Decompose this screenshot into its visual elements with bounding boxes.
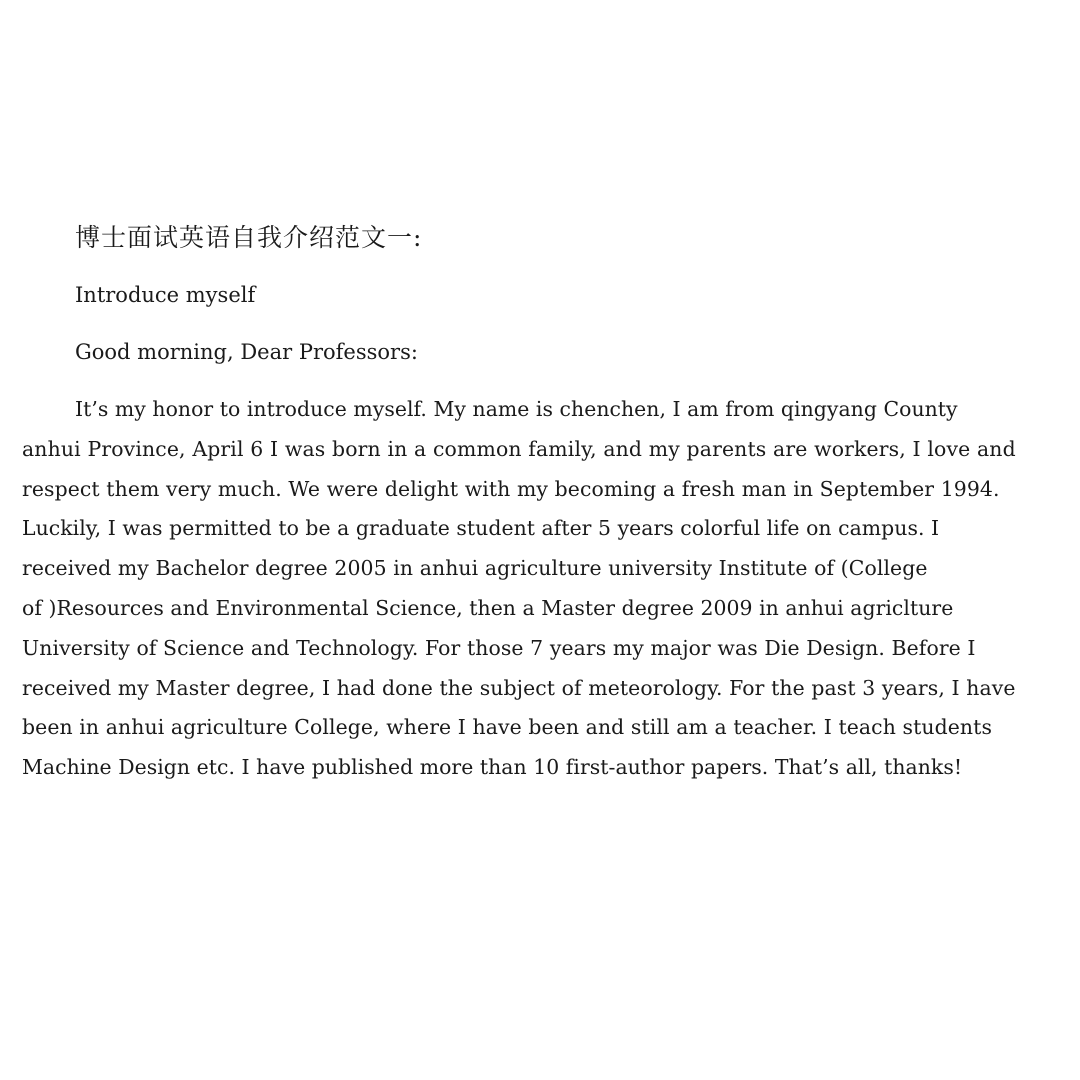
body-paragraph <box>22 396 1062 794</box>
body-line: anhui Province, April 6 I was born in a common family, and my parents are workers, I love and <box>22 436 1016 461</box>
document-heading: 博士面试英语自我介绍范文一: <box>75 223 423 252</box>
document-subtitle: Introduce myself <box>75 283 256 307</box>
body-line: University of Science and Technology. For those 7 years my major was Die Design. Before I <box>22 635 976 660</box>
greeting-line: Good morning, Dear Professors: <box>75 340 418 364</box>
body-line: of )Resources and Environmental Science, then a Master degree 2009 in anhui agriclture <box>22 595 954 620</box>
body-line: Luckily, I was permitted to be a graduate student after 5 years colorful life on campus. I <box>22 516 940 541</box>
body-line: Machine Design etc. I have published more than 10 first-author papers. That’s all, thanks! <box>22 755 963 780</box>
body-line: been in anhui agriculture College, where I have been and still am a teacher. I teach students <box>22 715 993 740</box>
body-line: It’s my honor to introduce myself. My name is chenchen, I am from qingyang County <box>75 397 958 421</box>
body-line: respect them very much. We were delight with my becoming a fresh man in September 1994. <box>22 476 1000 501</box>
body-line: received my Master degree, I had done the subject of meteorology. For the past 3 years, I have <box>22 675 1016 700</box>
body-line: received my Bachelor degree 2005 in anhui agriculture university Institute of (College <box>22 556 928 581</box>
